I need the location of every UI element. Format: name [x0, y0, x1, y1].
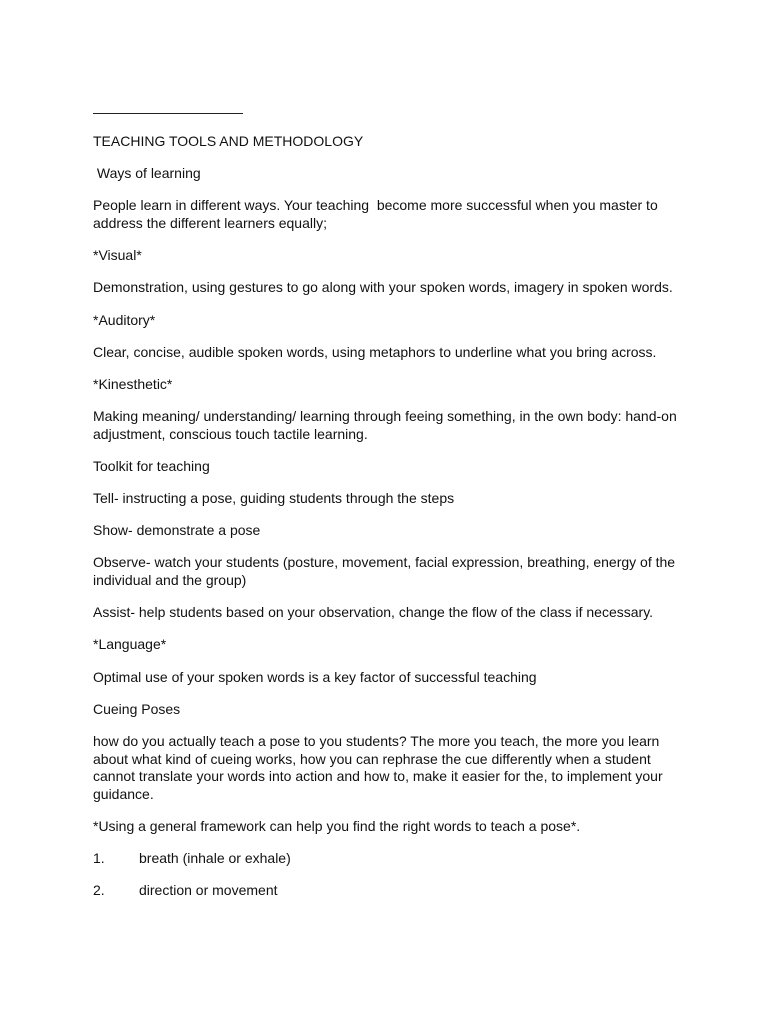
subheading: *Visual* [93, 247, 142, 264]
section-heading: Cueing Poses [93, 700, 181, 717]
section-heading: Ways of learning [93, 165, 201, 182]
list-number: 2. [93, 882, 105, 899]
list-text: breath (inhale or exhale) [139, 850, 291, 867]
list-item [93, 850, 678, 868]
subheading: *Kinesthetic* [93, 375, 173, 392]
paragraph: Observe- watch your students (posture, movement, facial expression, breathing, energy of the individual and the group) [93, 554, 679, 589]
subheading: *Language* [93, 636, 167, 653]
list-number: 1. [93, 850, 105, 867]
top-rule [93, 113, 243, 114]
document-title: TEACHING TOOLS AND METHODOLOGY [93, 133, 364, 149]
subheading: *Auditory* [93, 311, 156, 328]
paragraph: Demonstration, using gestures to go along with your spoken words, imagery in spoken words. [93, 279, 673, 296]
paragraph: Tell- instructing a pose, guiding students through the steps [93, 490, 455, 507]
list-text: direction or movement [139, 882, 278, 899]
paragraph: how do you actually teach a pose to you students? The more you teach, the more you learn about what kind of cueing works, how you can rephrase the cue differently when a student cannot translate your words into action and how to, make it easier for the, to implement your guidance. [93, 732, 667, 802]
paragraph: Optimal use of your spoken words is a key factor of successful teaching [93, 668, 537, 685]
paragraph: Assist- help students based on your observation, change the flow of the class if necessary. [93, 604, 654, 621]
paragraph: Clear, concise, audible spoken words, using metaphors to underline what you bring across. [93, 343, 657, 360]
document-body [93, 133, 681, 915]
paragraph: Making meaning/ understanding/ learning through feeing something, in the own body: hand-on adjustment, conscious touch tactile learning. [93, 408, 681, 442]
paragraph: Show- demonstrate a pose [93, 522, 261, 539]
paragraph: People learn in different ways. Your teaching become more successful when you master to address the different learners equally; [93, 197, 662, 231]
section-heading: Toolkit for teaching [93, 457, 210, 474]
paragraph: *Using a general framework can help you find the right words to teach a pose*. [93, 817, 581, 834]
list-item [93, 882, 678, 900]
